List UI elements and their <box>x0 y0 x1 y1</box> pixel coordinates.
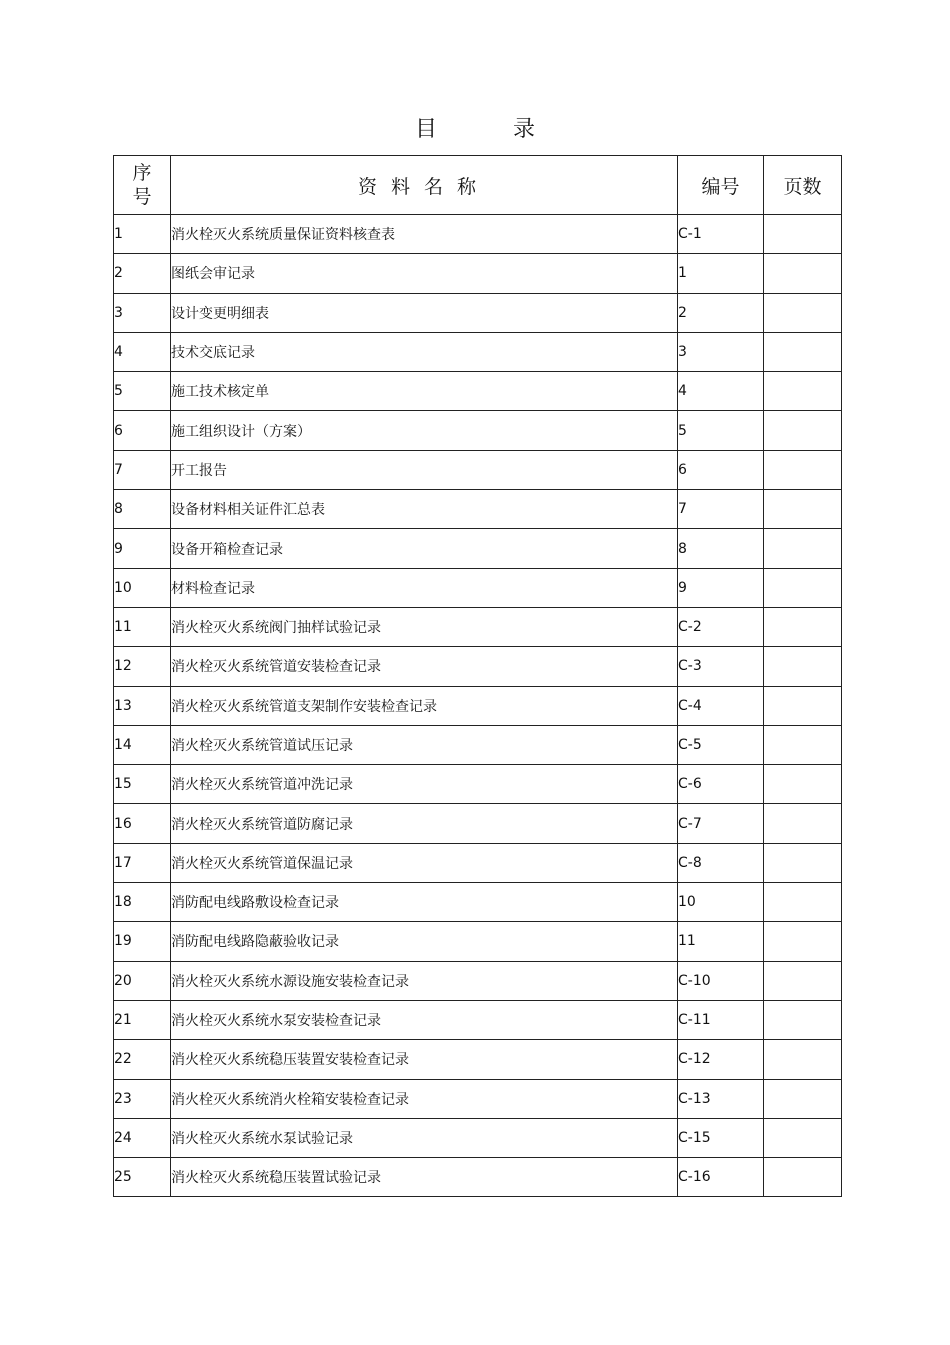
table-row <box>114 686 842 725</box>
row-serial-number: 15 <box>114 765 171 804</box>
row-document-name: 消火栓灭火系统管道试压记录 <box>171 725 678 764</box>
table-row <box>114 1118 842 1157</box>
row-document-name: 消火栓灭火系统阀门抽样试验记录 <box>171 607 678 646</box>
table-row <box>114 254 842 293</box>
row-code: C-1 <box>678 215 764 254</box>
table-row <box>114 843 842 882</box>
row-code: 4 <box>678 372 764 411</box>
header-pages: 页数 <box>764 156 842 215</box>
table-row <box>114 804 842 843</box>
row-serial-number: 16 <box>114 804 171 843</box>
row-serial-number: 1 <box>114 215 171 254</box>
table-row <box>114 647 842 686</box>
row-pages <box>764 411 842 450</box>
header-document-name: 资料名称 <box>171 156 678 215</box>
row-document-name: 消火栓灭火系统管道支架制作安装检查记录 <box>171 686 678 725</box>
row-serial-number: 24 <box>114 1118 171 1157</box>
row-code: C-12 <box>678 1040 764 1079</box>
row-pages <box>764 254 842 293</box>
row-pages <box>764 1118 842 1157</box>
row-pages <box>764 332 842 371</box>
page-title-char-2: 录 <box>513 117 536 142</box>
row-serial-number: 5 <box>114 372 171 411</box>
row-document-name: 消火栓灭火系统稳压装置试验记录 <box>171 1158 678 1197</box>
table-row <box>114 529 842 568</box>
row-pages <box>764 1079 842 1118</box>
row-serial-number: 25 <box>114 1158 171 1197</box>
row-serial-number: 11 <box>114 607 171 646</box>
row-pages <box>764 883 842 922</box>
row-serial-number: 3 <box>114 293 171 332</box>
table-row <box>114 883 842 922</box>
row-code: 5 <box>678 411 764 450</box>
row-pages <box>764 843 842 882</box>
table-row <box>114 332 842 371</box>
row-document-name: 设备开箱检查记录 <box>171 529 678 568</box>
row-code: C-5 <box>678 725 764 764</box>
row-pages <box>764 1040 842 1079</box>
row-serial-number: 2 <box>114 254 171 293</box>
table-body <box>114 215 842 1197</box>
row-document-name: 消火栓灭火系统质量保证资料核查表 <box>171 215 678 254</box>
row-pages <box>764 922 842 961</box>
row-document-name: 消火栓灭火系统管道冲洗记录 <box>171 765 678 804</box>
row-document-name: 开工报告 <box>171 450 678 489</box>
row-code: 3 <box>678 332 764 371</box>
row-code: C-7 <box>678 804 764 843</box>
row-serial-number: 19 <box>114 922 171 961</box>
row-document-name: 消火栓灭火系统水泵安装检查记录 <box>171 1000 678 1039</box>
row-serial-number: 6 <box>114 411 171 450</box>
row-serial-number: 18 <box>114 883 171 922</box>
row-code: C-11 <box>678 1000 764 1039</box>
row-pages <box>764 529 842 568</box>
row-serial-number: 17 <box>114 843 171 882</box>
row-serial-number: 13 <box>114 686 171 725</box>
row-code: 9 <box>678 568 764 607</box>
table-row <box>114 765 842 804</box>
header-serial-number: 序 号 <box>114 156 171 215</box>
row-code: C-10 <box>678 961 764 1000</box>
row-pages <box>764 450 842 489</box>
table-row <box>114 450 842 489</box>
row-serial-number: 4 <box>114 332 171 371</box>
row-pages <box>764 804 842 843</box>
row-serial-number: 10 <box>114 568 171 607</box>
table-row <box>114 372 842 411</box>
row-code: C-6 <box>678 765 764 804</box>
row-document-name: 设计变更明细表 <box>171 293 678 332</box>
row-document-name: 材料检查记录 <box>171 568 678 607</box>
row-pages <box>764 372 842 411</box>
row-document-name: 消防配电线路隐蔽验收记录 <box>171 922 678 961</box>
table-row <box>114 490 842 529</box>
table-row <box>114 922 842 961</box>
row-code: C-16 <box>678 1158 764 1197</box>
row-serial-number: 23 <box>114 1079 171 1118</box>
table-row <box>114 725 842 764</box>
table-row <box>114 1000 842 1039</box>
row-serial-number: 7 <box>114 450 171 489</box>
table-header-row <box>114 156 842 215</box>
row-pages <box>764 293 842 332</box>
row-document-name: 施工技术核定单 <box>171 372 678 411</box>
row-code: 10 <box>678 883 764 922</box>
row-document-name: 消火栓灭火系统消火栓箱安装检查记录 <box>171 1079 678 1118</box>
row-serial-number: 14 <box>114 725 171 764</box>
header-code: 编号 <box>678 156 764 215</box>
row-code: C-13 <box>678 1079 764 1118</box>
table-row <box>114 1079 842 1118</box>
row-code: 8 <box>678 529 764 568</box>
row-document-name: 设备材料相关证件汇总表 <box>171 490 678 529</box>
table-row <box>114 1040 842 1079</box>
table-row <box>114 961 842 1000</box>
page-title <box>0 112 950 143</box>
contents-table <box>113 155 842 1197</box>
row-serial-number: 8 <box>114 490 171 529</box>
row-document-name: 消火栓灭火系统稳压装置安装检查记录 <box>171 1040 678 1079</box>
table-row <box>114 568 842 607</box>
row-code: 6 <box>678 450 764 489</box>
row-pages <box>764 725 842 764</box>
table-row <box>114 411 842 450</box>
table-row <box>114 607 842 646</box>
row-pages <box>764 765 842 804</box>
row-code: C-4 <box>678 686 764 725</box>
row-document-name: 消火栓灭火系统水泵试验记录 <box>171 1118 678 1157</box>
page-title-char-1: 目 <box>414 117 437 142</box>
row-pages <box>764 1158 842 1197</box>
row-code: C-2 <box>678 607 764 646</box>
row-serial-number: 12 <box>114 647 171 686</box>
row-serial-number: 21 <box>114 1000 171 1039</box>
row-code: 2 <box>678 293 764 332</box>
row-document-name: 消防配电线路敷设检查记录 <box>171 883 678 922</box>
row-pages <box>764 1000 842 1039</box>
row-pages <box>764 647 842 686</box>
row-code: 11 <box>678 922 764 961</box>
row-pages <box>764 686 842 725</box>
row-serial-number: 9 <box>114 529 171 568</box>
row-pages <box>764 568 842 607</box>
row-document-name: 图纸会审记录 <box>171 254 678 293</box>
row-document-name: 消火栓灭火系统管道安装检查记录 <box>171 647 678 686</box>
row-serial-number: 22 <box>114 1040 171 1079</box>
table-row <box>114 215 842 254</box>
table-row <box>114 293 842 332</box>
row-pages <box>764 215 842 254</box>
row-document-name: 消火栓灭火系统管道防腐记录 <box>171 804 678 843</box>
row-code: C-3 <box>678 647 764 686</box>
row-document-name: 消火栓灭火系统管道保温记录 <box>171 843 678 882</box>
row-pages <box>764 961 842 1000</box>
row-code: C-15 <box>678 1118 764 1157</box>
row-code: 7 <box>678 490 764 529</box>
row-pages <box>764 490 842 529</box>
row-serial-number: 20 <box>114 961 171 1000</box>
row-code: 1 <box>678 254 764 293</box>
row-document-name: 施工组织设计（方案） <box>171 411 678 450</box>
row-pages <box>764 607 842 646</box>
row-code: C-8 <box>678 843 764 882</box>
row-document-name: 消火栓灭火系统水源设施安装检查记录 <box>171 961 678 1000</box>
row-document-name: 技术交底记录 <box>171 332 678 371</box>
table-row <box>114 1158 842 1197</box>
